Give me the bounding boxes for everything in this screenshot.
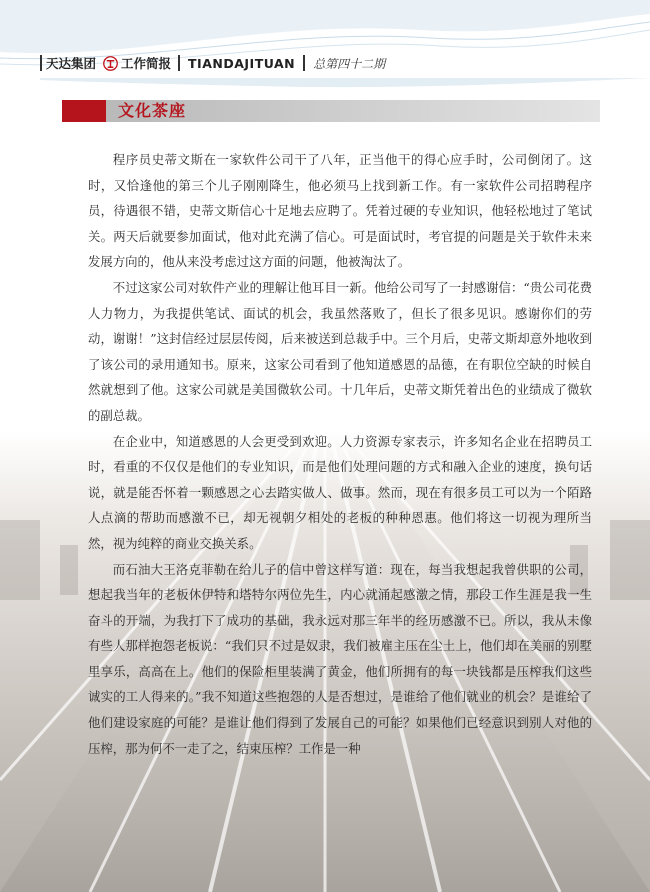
issue-number: 总第四十二期 bbox=[313, 56, 386, 71]
article-paragraph: 程序员史蒂文斯在一家软件公司干了八年，正当他干的得心应手时，公司倒闭了。这时，又恰逢他的第三个儿子刚刚降生，他必须马上找到新工作。有一家软件公司招聘程序员，待遇很不错，史蒂文斯信心十足地去应聘了。凭着过硬的专业知识，他轻松地过了笔试关。两天后就要参加面试，他对此充满了信心。可是面试时，考官提的问题是关于软件未来发展方向的，他从来没考虑过这方面的问题，他被淘汰了。 bbox=[88, 152, 592, 270]
header-wave-decoration bbox=[0, 0, 650, 90]
article-paragraph: 不过这家公司对软件产业的理解让他耳目一新。他给公司写了一封感谢信：“贵公司花费人力物力，为我提供笔试、面试的机会，我虽然落败了，但长了很多见识。感谢你们的劳动，谢谢！”这封信经过层层传阅，后来被送到总裁手中。三个月后，史蒂文斯却意外地收到了该公司的录用通知书。原来，这家公司看到了他知道感恩的品德，在有职位空缺的时候自然就想到了他。这家公司就是美国微软公司。十几年后，史蒂文斯凭着出色的业绩成了微软的副总裁。 bbox=[88, 279, 592, 423]
article-body bbox=[88, 147, 592, 761]
newsletter-name: 工作简报 bbox=[121, 56, 172, 71]
article-paragraph: 而石油大王洛克菲勒在给儿子的信中曾这样写道：现在，每当我想起我曾供职的公司，想起我当年的老板休伊特和塔特尔两位先生，内心就涌起感激之情，那段工作生涯是我一生奋斗的开端，为我打下了成功的基础，我永远对那三年半的经历感激不已。所以，我从未像有些人那样抱怨老板说：“我们只不过是奴隶，我们被雇主压在尘土上，他们却在美丽的别墅里享乐，高高在上。他们的保险柜里装满了黄金，他们所拥有的每一块钱都是压榨我们这些诚实的工人得来的。”我不知道这些抱怨的人是否想过，是谁给了他们就业的机会？是谁给了他们建设家庭的可能？是谁让他们得到了发展自己的可能？如果他们已经意识到别人对他的压榨，那为何不一走了之，结束压榨？工作是一种 bbox=[88, 561, 592, 756]
article-paragraph: 在企业中，知道感恩的人会更受到欢迎。人力资源专家表示，许多知名企业在招聘员工时，看重的不仅仅是他们的专业知识，而是他们处理问题的方式和融入企业的速度，换句话说，就是能否怀着一颗感恩之心去踏实做人、做事。然而，现在有很多员工可以为一个陌路人点滴的帮助而感激不已，却无视朝夕相处的老板的种种恩惠。他们将这一切视为理所当然，视为纯粹的商业交换关系。 bbox=[88, 433, 592, 551]
company-name: 天达集团 bbox=[46, 56, 97, 71]
section-heading-accent bbox=[62, 100, 106, 122]
header-bar bbox=[40, 52, 600, 74]
company-logo-icon bbox=[103, 56, 118, 71]
section-heading bbox=[62, 100, 600, 122]
company-name-en: TIANDAJITUAN bbox=[188, 55, 296, 71]
header-divider bbox=[40, 55, 42, 71]
header-divider bbox=[178, 55, 180, 71]
header-divider bbox=[303, 55, 305, 71]
page-header bbox=[0, 0, 650, 90]
section-title: 文化茶座 bbox=[118, 101, 187, 120]
